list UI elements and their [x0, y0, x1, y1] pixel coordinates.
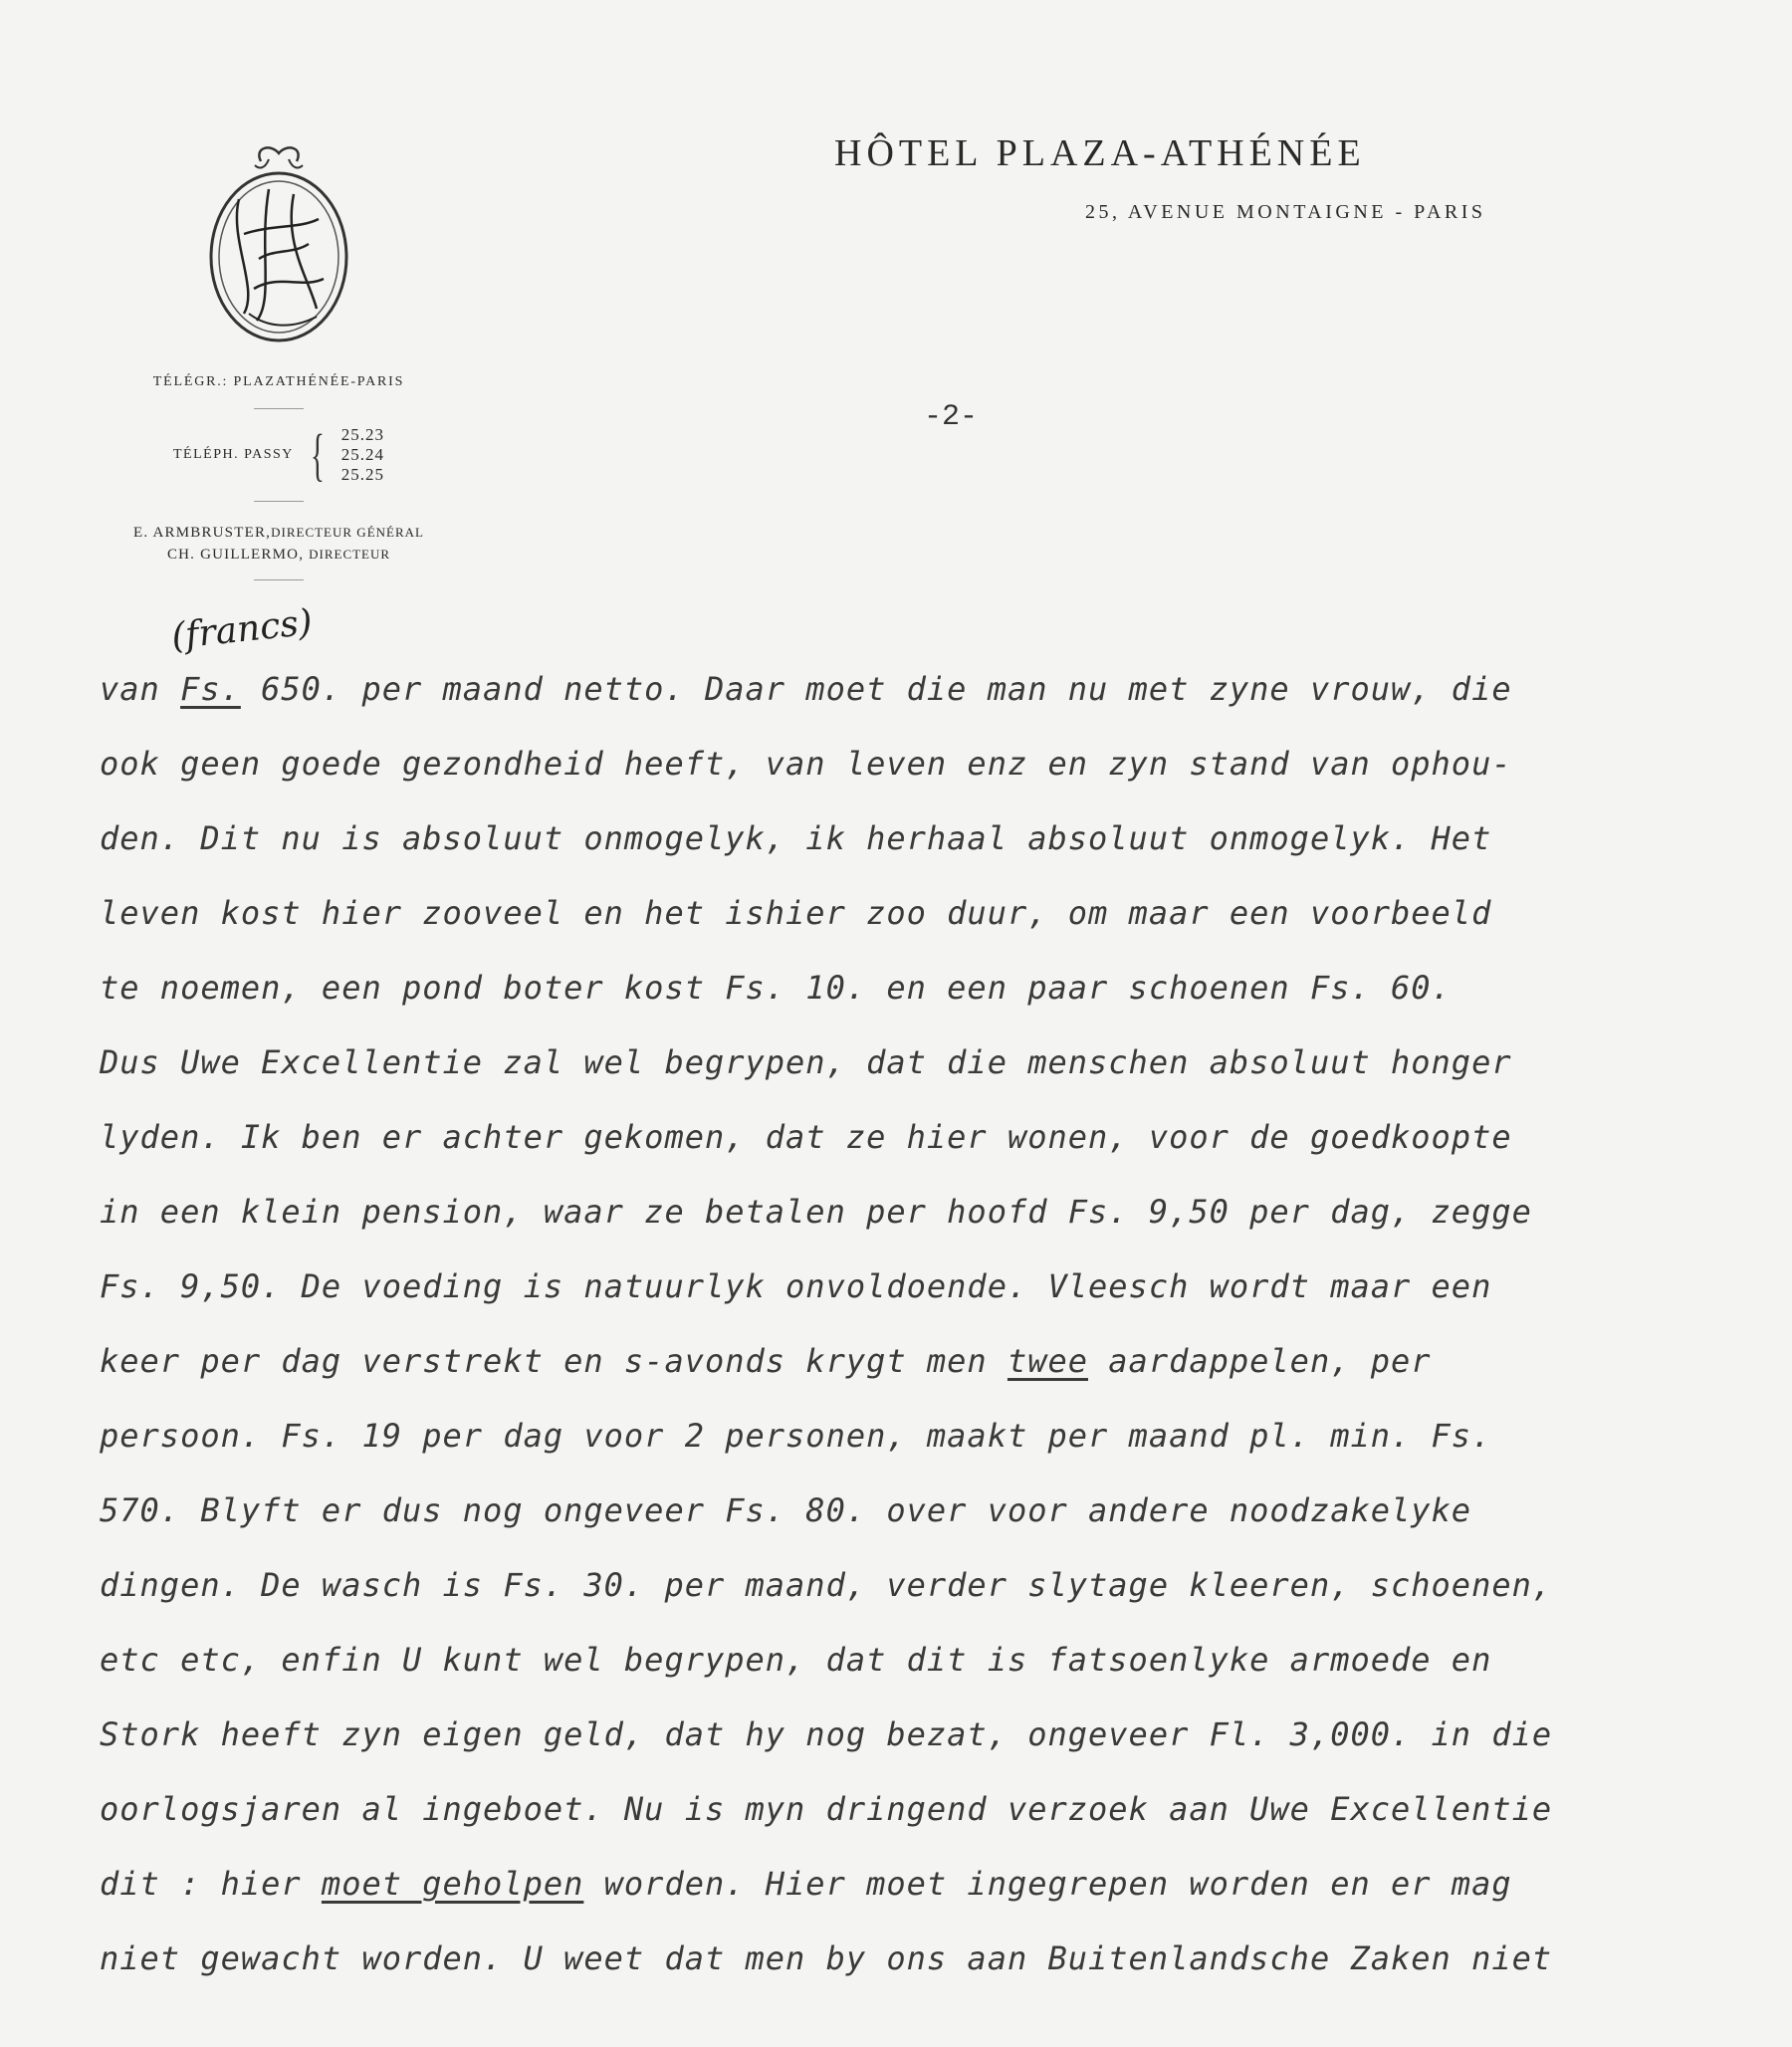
underlined-text: moet geholpen — [321, 1865, 584, 1903]
body-text-segment: te noemen, een pond boter kost Fs. 10. en een paar schoenen Fs. 60. — [100, 969, 1452, 1007]
body-text-segment: etc etc, enfin U kunt wel begrypen, dat dit is fatsoenlyke armoede en — [100, 1641, 1492, 1679]
director-name: CH. GUILLERMO, — [166, 547, 305, 563]
underlined-text: Fs. — [180, 670, 241, 708]
body-text-segment: in een klein pension, waar ze betalen per hoofd Fs. 9,50 per dag, zegge — [100, 1193, 1532, 1231]
directors-block — [40, 522, 518, 566]
director-general-title: DIRECTEUR GÉNÉRAL — [271, 525, 424, 540]
body-text-segment: dit : hier — [100, 1865, 322, 1903]
body-line — [100, 727, 1772, 801]
body-text-segment: persoon. Fs. 19 per dag voor 2 personen, maakt per maand pl. min. Fs. — [100, 1417, 1492, 1455]
phone-numbers — [341, 425, 384, 485]
body-line — [100, 1474, 1772, 1548]
body-text-segment: lyden. Ik ben er achter gekomen, dat ze hier wonen, voor de goedkoopte — [100, 1118, 1512, 1156]
phone-number: 25.23 — [340, 425, 384, 444]
body-text-segment: niet gewacht worden. U weet dat men by ons aan Buitenlandsche Zaken niet — [100, 1939, 1553, 1977]
body-line — [100, 1250, 1772, 1324]
body-text-segment: aardappelen, per — [1088, 1342, 1432, 1380]
body-text-segment: Dus Uwe Excellentie zal wel begrypen, dat die menschen absoluut honger — [100, 1043, 1512, 1081]
divider — [254, 501, 304, 502]
letter-body — [100, 652, 1772, 1996]
director-general — [40, 522, 518, 544]
divider — [254, 408, 304, 409]
underlined-text: twee — [1007, 1342, 1089, 1380]
director-general-name: E. ARMBRUSTER, — [133, 525, 272, 541]
hotel-address: 25, AVENUE MONTAIGNE - PARIS — [1085, 201, 1486, 223]
body-line — [100, 1847, 1772, 1922]
phone-number: 25.24 — [340, 445, 384, 464]
body-line — [100, 876, 1772, 951]
body-line — [100, 951, 1772, 1025]
director-title: DIRECTEUR — [309, 547, 391, 562]
body-text-segment: dingen. De wasch is Fs. 30. per maand, verder slytage kleeren, schoenen, — [100, 1566, 1553, 1604]
telegraph-address: TÉLÉGR.: PLAZATHÉNÉE-PARIS — [152, 374, 405, 389]
body-line — [100, 1100, 1772, 1175]
body-line — [100, 652, 1772, 727]
body-text-segment: keer per dag verstrekt en s-avonds krygt men — [100, 1342, 1008, 1380]
handwritten-annotation: (francs) — [169, 601, 315, 658]
body-text-segment: Stork heeft zyn eigen geld, dat hy nog bezat, ongeveer Fl. 3,000. in die — [100, 1715, 1553, 1753]
body-text-segment: worden. Hier moet ingegrepen worden en er mag — [583, 1865, 1512, 1903]
body-line — [100, 1399, 1772, 1474]
body-text-segment: oorlogsjaren al ingeboet. Nu is myn dringend verzoek aan Uwe Excellentie — [100, 1790, 1553, 1828]
phone-label: TÉLÉPH. PASSY — [173, 447, 294, 462]
phone-block — [40, 422, 518, 487]
phone-number: 25.25 — [340, 465, 384, 484]
body-text-segment: Fs. 9,50. De voeding is natuurlyk onvoldoende. Vleesch wordt maar een — [100, 1267, 1492, 1305]
body-text-segment: den. Dit nu is absoluut onmogelyk, ik herhaal absoluut onmogelyk. Het — [100, 819, 1492, 857]
body-line — [100, 1175, 1772, 1250]
page-number: -2- — [924, 400, 979, 434]
body-text-segment: leven kost hier zooveel en het ishier zoo duur, om maar een voorbeeld — [100, 894, 1492, 932]
body-line — [100, 1698, 1772, 1772]
body-line — [100, 1324, 1772, 1399]
hotel-monogram-logo — [199, 139, 358, 348]
body-text-segment: 570. Blyft er dus nog ongeveer Fs. 80. over voor andere noodzakelyke — [100, 1491, 1472, 1529]
body-line — [100, 1922, 1772, 1996]
body-line — [100, 1772, 1772, 1847]
letterhead-contact-block — [40, 370, 518, 580]
body-line — [100, 801, 1772, 876]
director — [40, 544, 518, 566]
body-text-segment: van — [100, 670, 181, 708]
body-line — [100, 1548, 1772, 1623]
body-line — [100, 1623, 1772, 1698]
body-text-segment: 650. per maand netto. Daar moet die man nu met zyne vrouw, die — [240, 670, 1512, 708]
divider — [254, 579, 304, 580]
body-line — [100, 1025, 1772, 1100]
brace-symbol: { — [310, 422, 325, 487]
body-text-segment: ook geen goede gezondheid heeft, van leven enz en zyn stand van ophou- — [100, 745, 1512, 783]
hotel-name: HÔTEL PLAZA-ATHÉNÉE — [834, 132, 1366, 174]
